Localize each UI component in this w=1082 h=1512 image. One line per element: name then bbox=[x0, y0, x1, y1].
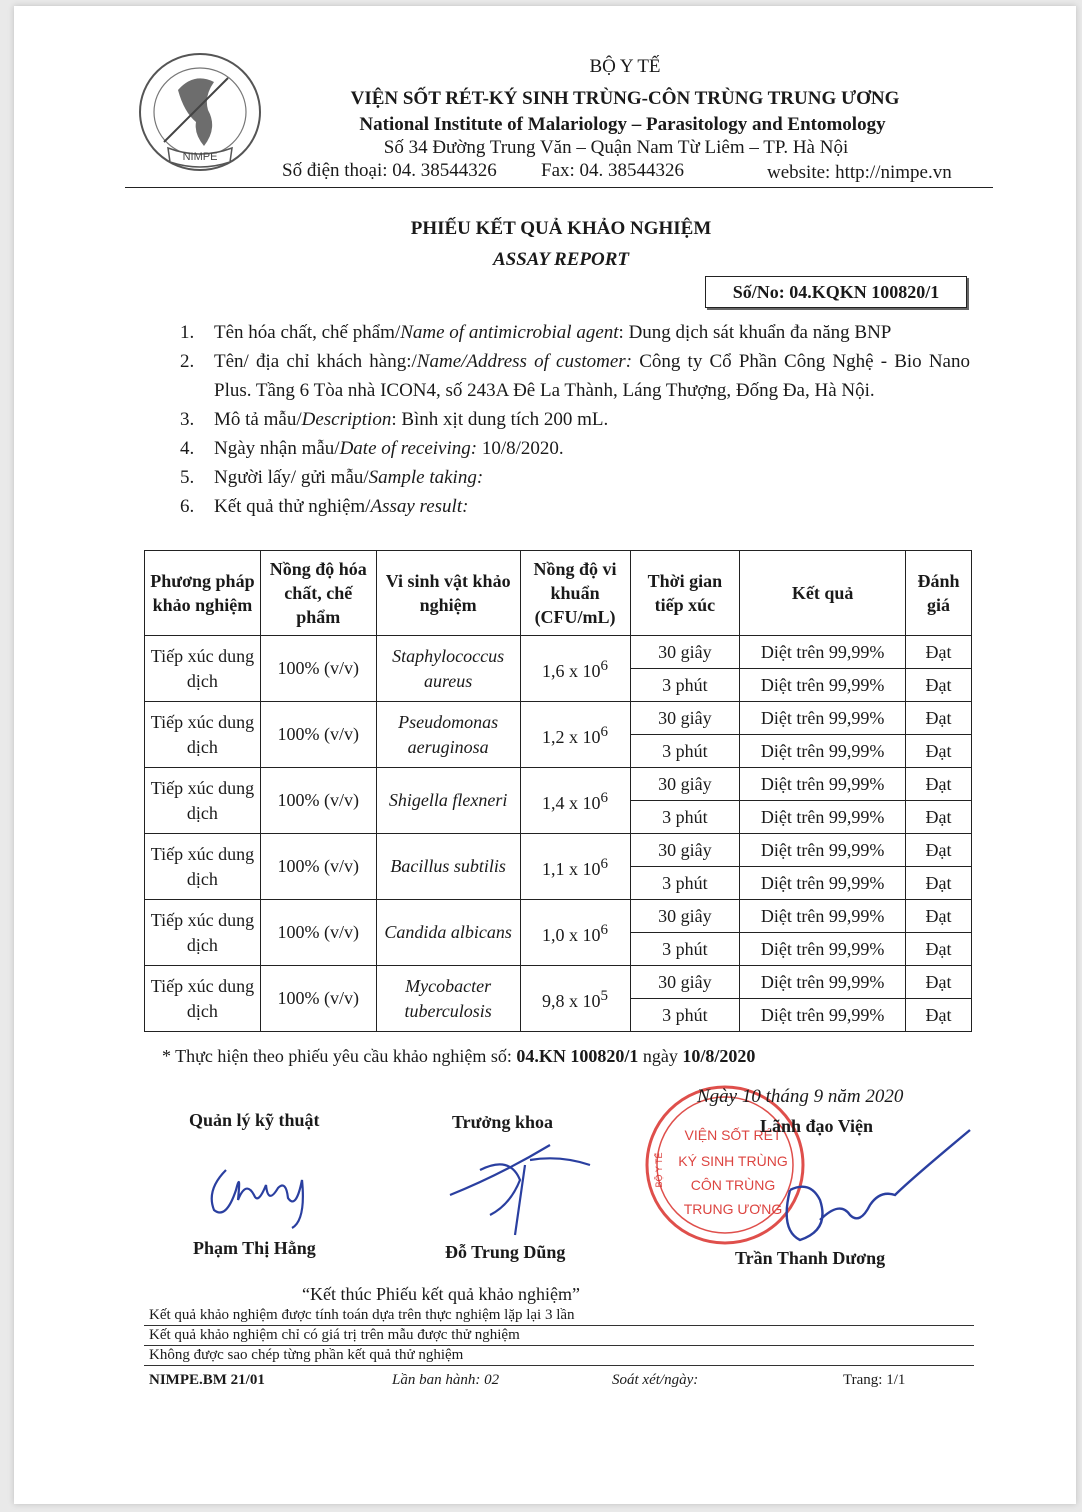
table-row: 3 phút Diệt trên 99,99% Đạt bbox=[145, 735, 972, 768]
assay-result-table bbox=[144, 550, 972, 1032]
table-row: Tiếp xúc dung dịch 100% (v/v) Shigella flexneri 1,4 x $10^6$ 30 giây Diệt trên 99,99% Đạt bbox=[145, 768, 972, 801]
header-method: Phương pháp khảo nghiệm bbox=[145, 551, 261, 636]
info-item: 6. Kết quả thử nghiệm/Assay result: bbox=[180, 496, 469, 517]
header-time: Thời gian tiếp xúc bbox=[630, 551, 740, 636]
table-row: 3 phút Diệt trên 99,99% Đạt bbox=[145, 801, 972, 834]
department-head-title: Trưởng khoa bbox=[452, 1112, 553, 1132]
table-row: Tiếp xúc dung dịch 100% (v/v) Bacillus subtilis 1,1 x $10^6$ 30 giây Diệt trên 99,99% Đạt bbox=[145, 834, 972, 867]
institute-name-vn: VIỆN SỐT RÉT-KÝ SINH TRÙNG-CÔN TRÙNG TRUNG ƯƠNG bbox=[350, 88, 900, 109]
director-name: Trần Thanh Dương bbox=[735, 1248, 886, 1268]
header-result: Kết quả bbox=[740, 551, 906, 636]
report-subtitle: ASSAY REPORT bbox=[492, 249, 630, 270]
header-organism: Vi sinh vật khảo nghiệm bbox=[376, 551, 520, 636]
table-row: Tiếp xúc dung dịch 100% (v/v) Staphylococcus aureus 1,6 x $10^6$ 30 giây Diệt trên 99,99% Đạt bbox=[145, 636, 972, 669]
info-item: 5. Người lấy/ gửi mẫu/Sample taking: bbox=[180, 467, 484, 488]
info-list bbox=[180, 318, 970, 521]
footer-note: Không được sao chép từng phần kết quả thử nghiệm bbox=[149, 1347, 464, 1363]
svg-text:NIMPE: NIMPE bbox=[182, 151, 218, 163]
tech-manager-title: Quản lý kỹ thuật bbox=[189, 1110, 320, 1130]
review-date: Soát xét/ngày: bbox=[612, 1372, 699, 1388]
form-code: NIMPE.BM 21/01 bbox=[149, 1372, 265, 1388]
info-item: 2. Tên/ địa chỉ khách hàng:/Name/Address of customer: Công ty Cổ Phần Công Nghệ - Bio Nano Plus. Tầng 6 Tòa nhà ICON4, số 243A Đê La Thành, Láng Thượng, Đống Đa, Hà Nội. bbox=[180, 351, 970, 401]
header-concentration: Nồng độ hóa chất, chế phẩm bbox=[260, 551, 376, 636]
department-head-name: Đỗ Trung Dũng bbox=[445, 1242, 566, 1262]
department-head-signature bbox=[440, 1135, 600, 1245]
svg-text:VIỆN SỐT RÉT: VIỆN SỐT RÉT bbox=[684, 1127, 782, 1143]
info-item: 1. Tên hóa chất, chế phẩm/Name of antimicrobial agent: Dung dịch sát khuẩn đa năng BNP bbox=[180, 322, 892, 343]
table-row: 3 phút Diệt trên 99,99% Đạt bbox=[145, 933, 972, 966]
header-density: Nồng độ vi khuẩn (CFU/mL) bbox=[520, 551, 630, 636]
request-note: * Thực hiện theo phiếu yêu cầu khảo nghiệm số: 04.KN 100820/1 ngày 10/8/2020 bbox=[162, 1046, 756, 1066]
phone-number: Số điện thoại: 04. 38544326 bbox=[282, 160, 497, 181]
header-divider bbox=[125, 187, 993, 188]
table-row: Tiếp xúc dung dịch 100% (v/v) Candida albicans 1,0 x $10^6$ 30 giây Diệt trên 99,99% Đạt bbox=[145, 900, 972, 933]
institute-name-en: National Institute of Malariology – Parasitology and Entomology bbox=[359, 114, 886, 135]
end-of-report: “Kết thúc Phiếu kết quả khảo nghiệm” bbox=[302, 1284, 580, 1304]
svg-text:BỘ Y TẾ: BỘ Y TẾ bbox=[654, 1152, 664, 1188]
footer-note: Kết quả khảo nghiệm được tính toán dựa trên thực nghiệm lặp lại 3 lần bbox=[149, 1307, 575, 1323]
director-signature bbox=[720, 1120, 990, 1260]
table-header-row bbox=[145, 551, 972, 636]
page-number: Trang: 1/1 bbox=[843, 1372, 906, 1388]
table-row: 3 phút Diệt trên 99,99% Đạt bbox=[145, 867, 972, 900]
tech-manager-name: Phạm Thị Hằng bbox=[193, 1238, 316, 1258]
info-item: 4. Ngày nhận mẫu/Date of receiving: 10/8/2020. bbox=[180, 438, 564, 459]
signature-date: Ngày 10 tháng 9 năm 2020 bbox=[697, 1086, 904, 1107]
ministry-name: BỘ Y TẾ bbox=[589, 56, 661, 77]
report-number: Số/No: 04.KQKN 100820/1 bbox=[705, 276, 967, 308]
tech-manager-signature bbox=[196, 1150, 336, 1230]
website: website: http://nimpe.vn bbox=[767, 162, 952, 183]
header-rating: Đánh giá bbox=[906, 551, 972, 636]
table-row: Tiếp xúc dung dịch 100% (v/v) Pseudomonas aeruginosa 1,2 x $10^6$ 30 giây Diệt trên 99,99% Đạt bbox=[145, 702, 972, 735]
director-title: Lãnh đạo Viện bbox=[760, 1116, 874, 1136]
report-title: PHIẾU KẾT QUẢ KHẢO NGHIỆM bbox=[410, 218, 712, 239]
table-row: 3 phút Diệt trên 99,99% Đạt bbox=[145, 669, 972, 702]
fax-number: Fax: 04. 38544326 bbox=[541, 160, 685, 181]
svg-text:KÝ SINH TRÙNG: KÝ SINH TRÙNG bbox=[678, 1153, 788, 1169]
info-item: 3. Mô tả mẫu/Description: Bình xịt dung tích 200 mL. bbox=[180, 409, 609, 430]
institute-address: Số 34 Đường Trung Văn – Quận Nam Từ Liêm – TP. Hà Nội bbox=[383, 137, 849, 158]
table-row: 3 phút Diệt trên 99,99% Đạt bbox=[145, 999, 972, 1032]
edition: Lần ban hành: 02 bbox=[392, 1372, 500, 1388]
svg-text:CÔN TRÙNG: CÔN TRÙNG bbox=[690, 1177, 776, 1193]
table-row: Tiếp xúc dung dịch 100% (v/v) Mycobacter tuberculosis 9,8 x $10^5$ 30 giây Diệt trên 99,99% Đạt bbox=[145, 966, 972, 999]
svg-text:TRUNG ƯƠNG: TRUNG ƯƠNG bbox=[683, 1201, 783, 1217]
footer-note: Kết quả khảo nghiệm chỉ có giá trị trên mẫu được thử nghiệm bbox=[149, 1327, 520, 1343]
